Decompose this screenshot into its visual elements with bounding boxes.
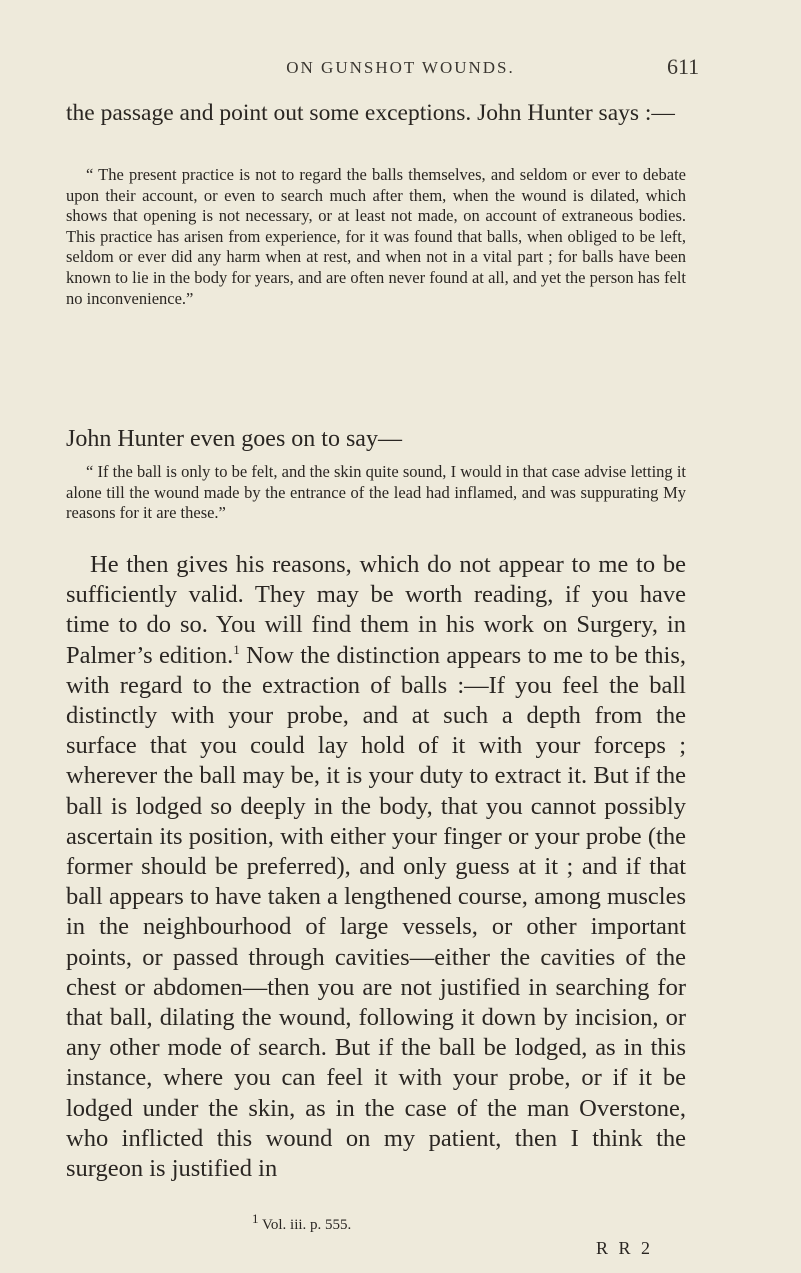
main-text-part-2: Now the distinction appears to me to be this, with regard to the extraction of balls :—If you feel the ball distinctly with your probe, and at such a depth from the surface that you could lay hold of it with your forceps ; wherever the ball may be, it is your duty to extract it. But if the ball is lodged so deeply in the body, that you cannot possibly ascertain its position, with either your finger or your probe (the former should be preferred), and only guess at it ; and if that ball appears to have taken a lengthened course, among muscles in the neighbourhood of large vessels, or other important points, or passed through cavities—either the cavities of the chest or abdomen—then you are not justified in searching for that ball, dilating the wound, following it down by incision, or any other mode of search. But if the ball be lodged, as in this instance, where you can feel it with your probe, or if it be lodged under the skin, as in the case of the man Overstone, who inflicted this wound on my patient, then I think the surgeon is justified in (66, 641, 686, 1183)
footnote-mark: 1 (252, 1211, 259, 1226)
running-head: ON GUNSHOT WOUNDS. (286, 58, 515, 77)
hunter-quote-1: “ The present practice is not to regard the balls themselves, and seldom or ever to debate upon their account, or even to search much after them, when the wound is dilated, which shows that opening is not necessary, or at least not made, on account of extraneous bodies. This practice has arisen from experience, for it was found that balls, when obliged to be left, seldom or ever did any harm when at rest, and when not in a vital part ; for balls have been known to lie in the body for years, and are often never found at all, and yet the person has felt no inconvenience.” (66, 165, 686, 308)
main-text-part-1: He then gives his reasons, which do not appear to me to be sufficiently valid. They may be worth reading, if you have time to do so. You will find them in his work on Surgery, in Palmer’s edition. (66, 551, 686, 669)
intro-paragraph: the passage and point out some exceptions. John Hunter says :— (66, 100, 675, 126)
footnote (252, 1211, 352, 1234)
transition-line: John Hunter even goes on to say— (66, 426, 402, 452)
hunter-quote-2: “ If the ball is only to be felt, and the skin quite sound, I would in that case advise letting it alone till the wound made by the entrance of the lead had inflamed, and was suppurating My reasons for it are these.” (66, 462, 686, 523)
page-number: 611 (667, 54, 700, 79)
footnote-text: Vol. iii. p. 555. (258, 1217, 352, 1233)
main-paragraph (66, 550, 686, 1184)
signature-mark: R R 2 (596, 1238, 654, 1258)
footnote-reference: 1 (233, 641, 240, 657)
